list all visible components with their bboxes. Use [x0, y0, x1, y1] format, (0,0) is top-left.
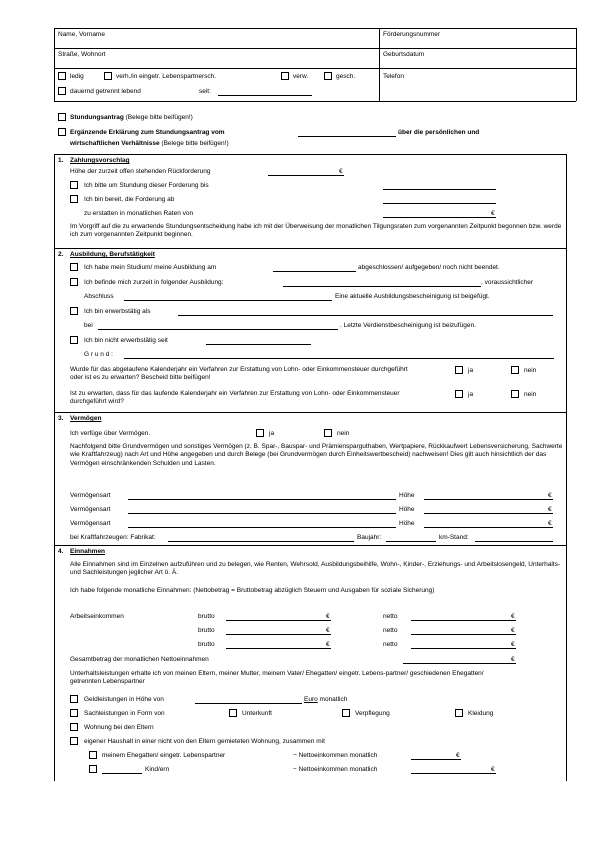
s4-kinder-checkbox[interactable] [89, 765, 97, 773]
s4-ehegatte-euro: € [456, 752, 460, 759]
s1-raten-input[interactable] [383, 217, 496, 218]
s4-ehegatte-checkbox[interactable] [89, 751, 97, 759]
verh-label: verh./in eingetr. Lebenspartnersch. [116, 73, 217, 80]
s3-kfz-label: bei Kraftfahrzeugen: Fabrikat: [70, 534, 156, 541]
s4-netto-euro-2: € [511, 627, 515, 634]
s3-ja-checkbox[interactable] [256, 429, 264, 437]
s4-kinder-netto-label: − Nettoeinkommen monatlich [293, 766, 378, 773]
s3-verfuege-label: Ich verfüge über Vermögen. [70, 430, 151, 437]
s4-brutto-euro-2: € [326, 627, 330, 634]
s4-haushalt-label: eigener Haushalt in einer nicht von den Eltern gemieteten Wohnung, zusammen mit [84, 738, 325, 745]
s2-abschluss-label: Abschluss [84, 293, 114, 300]
s1-bereit-checkbox[interactable] [70, 195, 78, 203]
s4-unterhalt-text: Unterhaltsleistungen erhalte ich von meinen Eltern, meiner Mutter, meinem Vater/ Ehegatten/ eingetr. Lebens-partner/ geschiedenen Ehegatten/ getrennten Lebenspartner [70, 670, 484, 686]
s3-vermoegensart-input-2[interactable] [128, 513, 396, 514]
s4-gesamt-euro: € [511, 656, 515, 663]
s2-befinde-label: Ich befinde mich zurzeit in folgender Ausbildung: [84, 279, 224, 286]
gesch-checkbox[interactable] [324, 72, 332, 80]
s3-vermoegensart-input-1[interactable] [128, 499, 396, 500]
s3-baujahr-label: Baujahr: [357, 534, 382, 541]
s4-wohnung-checkbox[interactable] [70, 723, 78, 731]
s2-studium-label-a: Ich habe mein Studium/ meine Ausbildung am [84, 264, 217, 271]
s4-netto-label-2: netto [383, 627, 398, 634]
s3-hoehe-input-3[interactable] [424, 527, 553, 528]
s4-netto-input-3[interactable] [411, 648, 516, 649]
s4-gesamt-label: Gesamtbetrag der monatlichen Nettoeinnahmen [70, 656, 209, 663]
s4-netto-input-1[interactable] [411, 620, 516, 621]
s3-vermoegensart-label-3: Vermögensart [70, 520, 111, 527]
s4-number: 4. [58, 548, 64, 555]
s2-number: 2. [58, 251, 64, 258]
s3-vermoegensart-label-1: Vermögensart [70, 492, 111, 499]
getrennt-label: dauernd getrennt lebend [70, 88, 141, 95]
s2-frage2-ja-label: ja [468, 391, 474, 398]
s4-brutto-euro-1: € [326, 613, 330, 620]
s4-title: Einnahmen [70, 548, 106, 555]
s4-netto-euro-3: € [511, 641, 515, 648]
s2-studium-label-b: abgeschlossen/ aufgegeben/ noch nicht beendet. [358, 264, 500, 271]
s3-kmstand-label: km-Stand: [439, 534, 469, 541]
s4-ehegatte-label: meinem Ehegatten/ eingetr. Lebenspartner [102, 752, 226, 759]
s2-studium-input[interactable] [273, 271, 356, 272]
s4-brutto-euro-3: € [326, 641, 330, 648]
s2-abschluss-input[interactable] [124, 300, 332, 301]
s3-hoehe-euro-2: € [548, 506, 552, 513]
seit-input[interactable] [218, 95, 312, 96]
verw-checkbox[interactable] [281, 72, 289, 80]
s3-nachfolgend-text: Nachfolgend bitte Grundvermögen und sonstiges Vermögen (z. B. Spar-, Bauspar- und Prämiensparguthaben, Wertpapiere, Rückkaufwert Lebensversicherung, Sachwerte wie Kraftfahrzeug) nach Art und Höhe angegeben und durch Belege (bei Grundvermögen durch Einheitswertbescheid) nachweisen! Dies gilt auch hinsichtlich der das Vermögen einschränkenden Schulden und Lasten. [70, 443, 563, 467]
s4-kinder-euro: € [491, 766, 495, 773]
s4-haushalt-checkbox[interactable] [70, 737, 78, 745]
geburt-label: Geburtsdatum [383, 51, 425, 58]
s3-vermoegensart-input-3[interactable] [128, 527, 396, 528]
s1-hoehe-input[interactable] [268, 175, 344, 176]
s4-brutto-input-1[interactable] [226, 620, 331, 621]
s4-brutto-input-2[interactable] [226, 634, 331, 635]
s2-frage2-nein-label: nein [524, 391, 537, 398]
s2-voraus-label: , voraussichtlicher [481, 279, 534, 286]
s3-hoehe-input-2[interactable] [424, 513, 553, 514]
s2-frage1-nein-label: nein [524, 367, 537, 374]
s3-fabrikat-input[interactable] [168, 541, 354, 542]
s4-wohnung-label: Wohnung bei den Eltern [84, 724, 154, 731]
s4-netto-euro-1: € [511, 613, 515, 620]
ergaenzung-checkbox[interactable] [58, 128, 66, 136]
s4-geld-input[interactable] [195, 703, 302, 704]
s4-brutto-label-2: brutto [198, 627, 215, 634]
s4-ehegatte-netto-input[interactable] [411, 759, 461, 760]
s4-verpflegung-checkbox[interactable] [342, 709, 350, 717]
s1-number: 1. [58, 157, 64, 164]
s4-sach-label: Sachleistungen in Form von [84, 710, 165, 717]
s2-bescheinigung-label: Eine aktuelle Ausbildungsbescheinigung ist beigefügt. [335, 293, 490, 300]
s4-ehegatte-netto-label: − Nettoeinkommen monatlich [293, 752, 378, 759]
s2-frage1-ja-checkbox[interactable] [455, 366, 463, 374]
s1-stundung-label: Ich bitte um Stundung dieser Forderung bis [84, 182, 209, 189]
s4-netto-input-2[interactable] [411, 634, 516, 635]
s3-number: 3. [58, 415, 64, 422]
s2-frage2-ja-checkbox[interactable] [455, 390, 463, 398]
s1-bereit-label: Ich bin bereit, die Forderung ab [84, 196, 175, 203]
s4-kinder-netto-input[interactable] [411, 773, 496, 774]
s4-brutto-label-3: brutto [198, 641, 215, 648]
stundungsantrag-text: Stundungsantrag (Belege bitte beifügen!) [70, 114, 193, 121]
s4-unterkunft-label: Unterkunft [242, 710, 272, 717]
s2-bei-input[interactable] [98, 329, 338, 330]
s3-hoehe-label-3: Höhe [399, 520, 415, 527]
s1-hoehe-euro: € [339, 168, 343, 175]
ledig-label: ledig [70, 73, 84, 80]
s1-raten-euro: € [491, 210, 495, 217]
s4-netto-label-1: netto [383, 613, 398, 620]
s4-sach-checkbox[interactable] [70, 709, 78, 717]
s4-kleidung-label: Kleidung [468, 710, 494, 717]
s1-raten-label: zu erstatten in monatlichen Raten von [84, 210, 194, 217]
s2-frage1-ja-label: ja [468, 367, 474, 374]
s3-hoehe-input-1[interactable] [424, 499, 553, 500]
s2-grund-label: G r u n d : [84, 351, 113, 358]
s4-kleidung-checkbox[interactable] [455, 709, 463, 717]
s2-befinde-checkbox[interactable] [70, 278, 78, 286]
s1-vorgriff-text: Im Vorgriff auf die zu erwartende Stundungsentscheidung habe ich mit der Überweisung der monatlichen Tilgungsraten zum vorgenannten Zeitpunkt begonnen bzw. werde ich zum vorgenannten Zeitpunkt beginnen. [70, 223, 562, 239]
s4-gesamt-input[interactable] [403, 663, 516, 664]
s3-hoehe-label-2: Höhe [399, 506, 415, 513]
s4-geld-checkbox[interactable] [70, 695, 78, 703]
s3-hoehe-label-1: Höhe [399, 492, 415, 499]
s3-vermoegensart-label-2: Vermögensart [70, 506, 111, 513]
s2-erwerb-checkbox[interactable] [70, 307, 78, 315]
s3-title: Vermögen [70, 415, 102, 422]
s4-netto-label-3: netto [383, 641, 398, 648]
s2-bei-label: bei [84, 322, 93, 329]
s4-alle-text: Alle Einnahmen sind im Einzelnen aufzuführen und zu belegen, wie Renten, Wehrsold, Ausbildungsbeihilfe, Wohn-, Kinder-, Erziehungs- und Arbeitslosengeld, Unterhalts- und Sachleistungen jeglicher Art ö. Ä. [70, 561, 561, 577]
s2-erwerb-input[interactable] [178, 315, 553, 316]
s3-nein-checkbox[interactable] [324, 429, 332, 437]
seit-label: seit: [199, 88, 211, 95]
getrennt-checkbox[interactable] [58, 87, 66, 95]
foerdernr-label: Förderungsnummer [383, 31, 441, 38]
s3-kmstand-input[interactable] [475, 541, 553, 542]
s4-kinder-anzahl-input[interactable] [102, 773, 142, 774]
ergaenzung-text-b: über die persönlichen und [398, 129, 480, 136]
ergaenzung-text-a: Ergänzende Erklärung zum Stundungsantrag vom [70, 129, 225, 136]
s3-hoehe-euro-3: € [548, 520, 552, 527]
s4-geld-label: Geldleistungen in Höhe von [84, 696, 164, 703]
telefon-label: Telefon [383, 73, 404, 80]
s2-frage2-text: Ist zu erwarten, dass für das laufende Kalenderjahr ein Verfahren zur Erstattung von Lohn- oder Einkommensteuer durchgeführt wird? [70, 390, 400, 406]
s2-grund-input[interactable] [124, 358, 554, 359]
ledig-checkbox[interactable] [58, 72, 66, 80]
s3-hoehe-euro-1: € [548, 492, 552, 499]
s1-title: Zahlungsvorschlag [70, 157, 130, 164]
s3-ja-label: ja [269, 430, 275, 437]
strasse-label: Straße, Wohnort [58, 51, 106, 58]
stundungsantrag-checkbox[interactable] [58, 113, 66, 121]
s2-befinde-input[interactable] [283, 286, 481, 287]
s2-nicht-erwerb-checkbox[interactable] [70, 336, 78, 344]
s2-verdienst-label: . Letzte Verdienstbescheinigung ist beizufügen. [340, 322, 476, 329]
s1-stundung-input[interactable] [383, 189, 496, 190]
s2-frage1-text: Wurde für das abgelaufene Kalenderjahr ein Verfahren zur Erstattung von Lohn- oder Einkommensteuer durchgeführt oder ist es zu erwarten? Bescheid bitte beifügen! [70, 366, 408, 382]
s4-kinder-label: Kind/ern [145, 766, 170, 773]
s4-folgende-text: Ich habe folgende monatliche Einnahmen: (Nettobetrag = Bruttobetrag abzüglich Steuern und Ausgaben für soziale Sicherung) [70, 587, 435, 594]
s1-bereit-input[interactable] [383, 203, 496, 204]
s2-nicht-erwerb-label: Ich bin nicht erwerbstätig seit [84, 337, 168, 344]
s4-brutto-input-3[interactable] [226, 648, 331, 649]
s1-stundung-checkbox[interactable] [70, 181, 78, 189]
s2-frage1-nein-checkbox[interactable] [511, 366, 519, 374]
gesch-label: gesch. [336, 73, 356, 80]
s3-nein-label: nein [337, 430, 350, 437]
s4-brutto-label-1: brutto [198, 613, 215, 620]
s2-studium-checkbox[interactable] [70, 263, 78, 271]
s3-baujahr-input[interactable] [386, 541, 436, 542]
s4-unterkunft-checkbox[interactable] [229, 709, 237, 717]
s4-arbeit-label: Arbeitseinkommen [70, 613, 124, 620]
name-label: Name, Vorname [58, 31, 105, 38]
s2-erwerb-label: Ich bin erwerbstätig als [84, 308, 151, 315]
verh-checkbox[interactable] [104, 72, 112, 80]
ergaenzung-text-c: wirtschaftlichen Verhältnisse (Belege bitte beifügen!) [70, 140, 229, 147]
s2-frage2-nein-checkbox[interactable] [511, 390, 519, 398]
s4-verpflegung-label: Verpflegung [355, 710, 390, 717]
s1-hoehe-label: Höhe der zurzeit offen stehenden Rückforderung [70, 168, 211, 175]
s2-title: Ausbildung, Berufstätigkeit [70, 251, 155, 258]
ergaenzung-datum-input[interactable] [298, 136, 396, 137]
s2-nicht-erwerb-input[interactable] [206, 344, 311, 345]
s4-geld-suffix: Euro monatlich [304, 696, 348, 703]
verw-label: verw. [293, 73, 309, 80]
